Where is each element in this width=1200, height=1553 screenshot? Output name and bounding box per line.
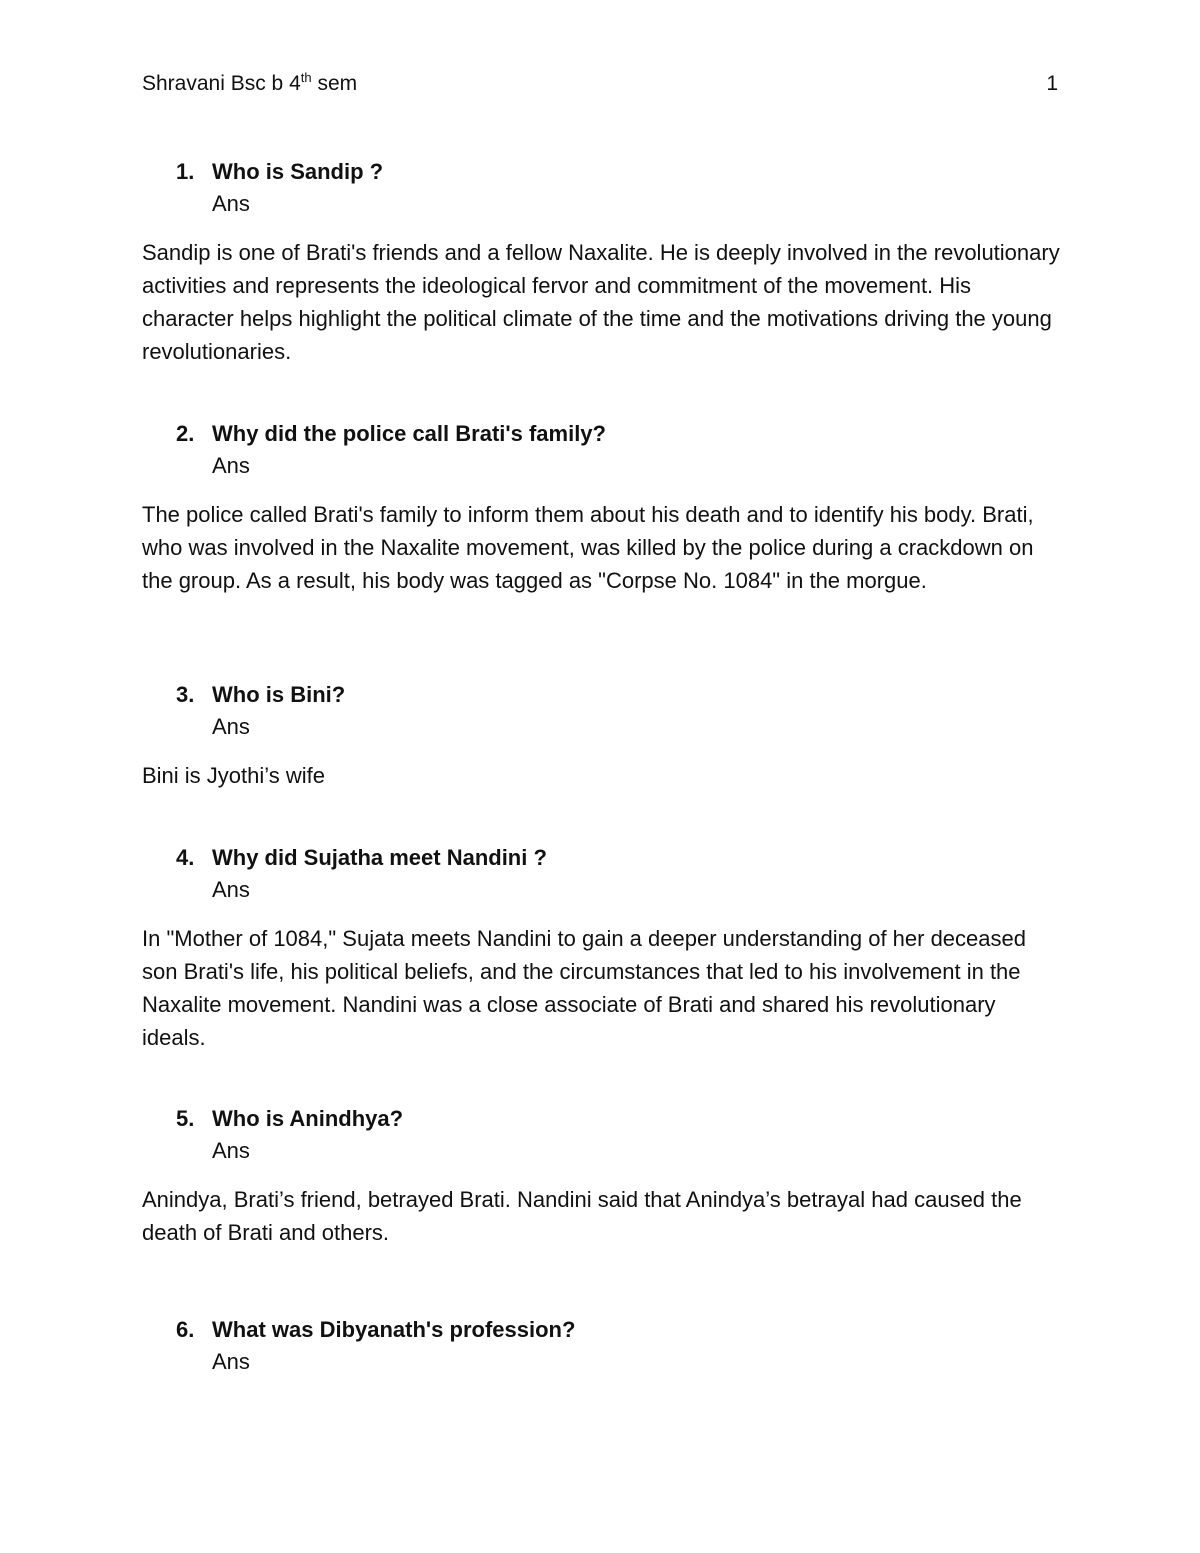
- answer-text: Anindya, Brati’s friend, betrayed Brati. Nandini said that Anindya’s betrayal had caused the death of Brati and others.: [142, 1187, 1022, 1245]
- answer-text: Bini is Jyothi’s wife: [142, 763, 325, 788]
- question-text: Who is Bini?: [212, 682, 346, 707]
- ans-label: Ans: [212, 714, 250, 739]
- answer-text: Sandip is one of Brati's friends and a fellow Naxalite. He is deeply involved in the revolutionary activities and represents the ideological fervor and commitment of the movement. His character helps highlight the political climate of the time and the motivations driving the young revolutionaries.: [142, 240, 1060, 364]
- answer-text: The police called Brati's family to inform them about his death and to identify his body. Brati, who was involved in the Naxalite movement, was killed by the police during a crackdown on the group. As a result, his body was tagged as "Corpse No. 1084" in the morgue.: [142, 502, 1034, 593]
- header-author-superscript: th: [300, 70, 312, 85]
- ans-label: Ans: [212, 191, 250, 216]
- question-heading: [142, 1314, 1062, 1346]
- question-text: Why did Sujatha meet Nandini ?: [212, 845, 547, 870]
- qa-item-4: [142, 842, 1062, 1054]
- question-text: Why did the police call Brati's family?: [212, 421, 606, 446]
- header-author-suffix: sem: [311, 72, 358, 95]
- qa-item-6: [142, 1314, 1062, 1378]
- question-heading: [142, 418, 1062, 450]
- question-number: 1.: [176, 159, 195, 184]
- question-text: Who is Sandip ?: [212, 159, 384, 184]
- question-text: Who is Anindhya?: [212, 1106, 404, 1131]
- answer-text: In "Mother of 1084," Sujata meets Nandini to gain a deeper understanding of her deceased son Brati's life, his political beliefs, and the circumstances that led to his involvement in the Naxalite movement. Nandini was a close associate of Brati and shared his revolutionary ideals.: [142, 926, 1026, 1050]
- question-number: 4.: [176, 845, 195, 870]
- ans-label: Ans: [212, 1138, 250, 1163]
- qa-item-1: [142, 156, 1062, 368]
- page-header: [142, 72, 1058, 102]
- qa-item-3: [142, 679, 1062, 792]
- qa-item-5: [142, 1103, 1062, 1249]
- question-text: What was Dibyanath's profession?: [212, 1317, 576, 1342]
- question-heading: [142, 842, 1062, 874]
- header-author: [142, 72, 357, 96]
- question-number: 3.: [176, 682, 195, 707]
- question-number: 2.: [176, 421, 195, 446]
- question-heading: [142, 156, 1062, 188]
- page-number: 1: [1046, 72, 1058, 95]
- question-heading: [142, 679, 1062, 711]
- ans-label: Ans: [212, 1349, 250, 1374]
- question-number: 6.: [176, 1317, 195, 1342]
- ans-label: Ans: [212, 877, 250, 902]
- qa-item-2: [142, 418, 1062, 597]
- ans-label: Ans: [212, 453, 250, 478]
- question-heading: [142, 1103, 1062, 1135]
- header-author-prefix: Shravani Bsc b 4: [142, 72, 301, 95]
- question-number: 5.: [176, 1106, 195, 1131]
